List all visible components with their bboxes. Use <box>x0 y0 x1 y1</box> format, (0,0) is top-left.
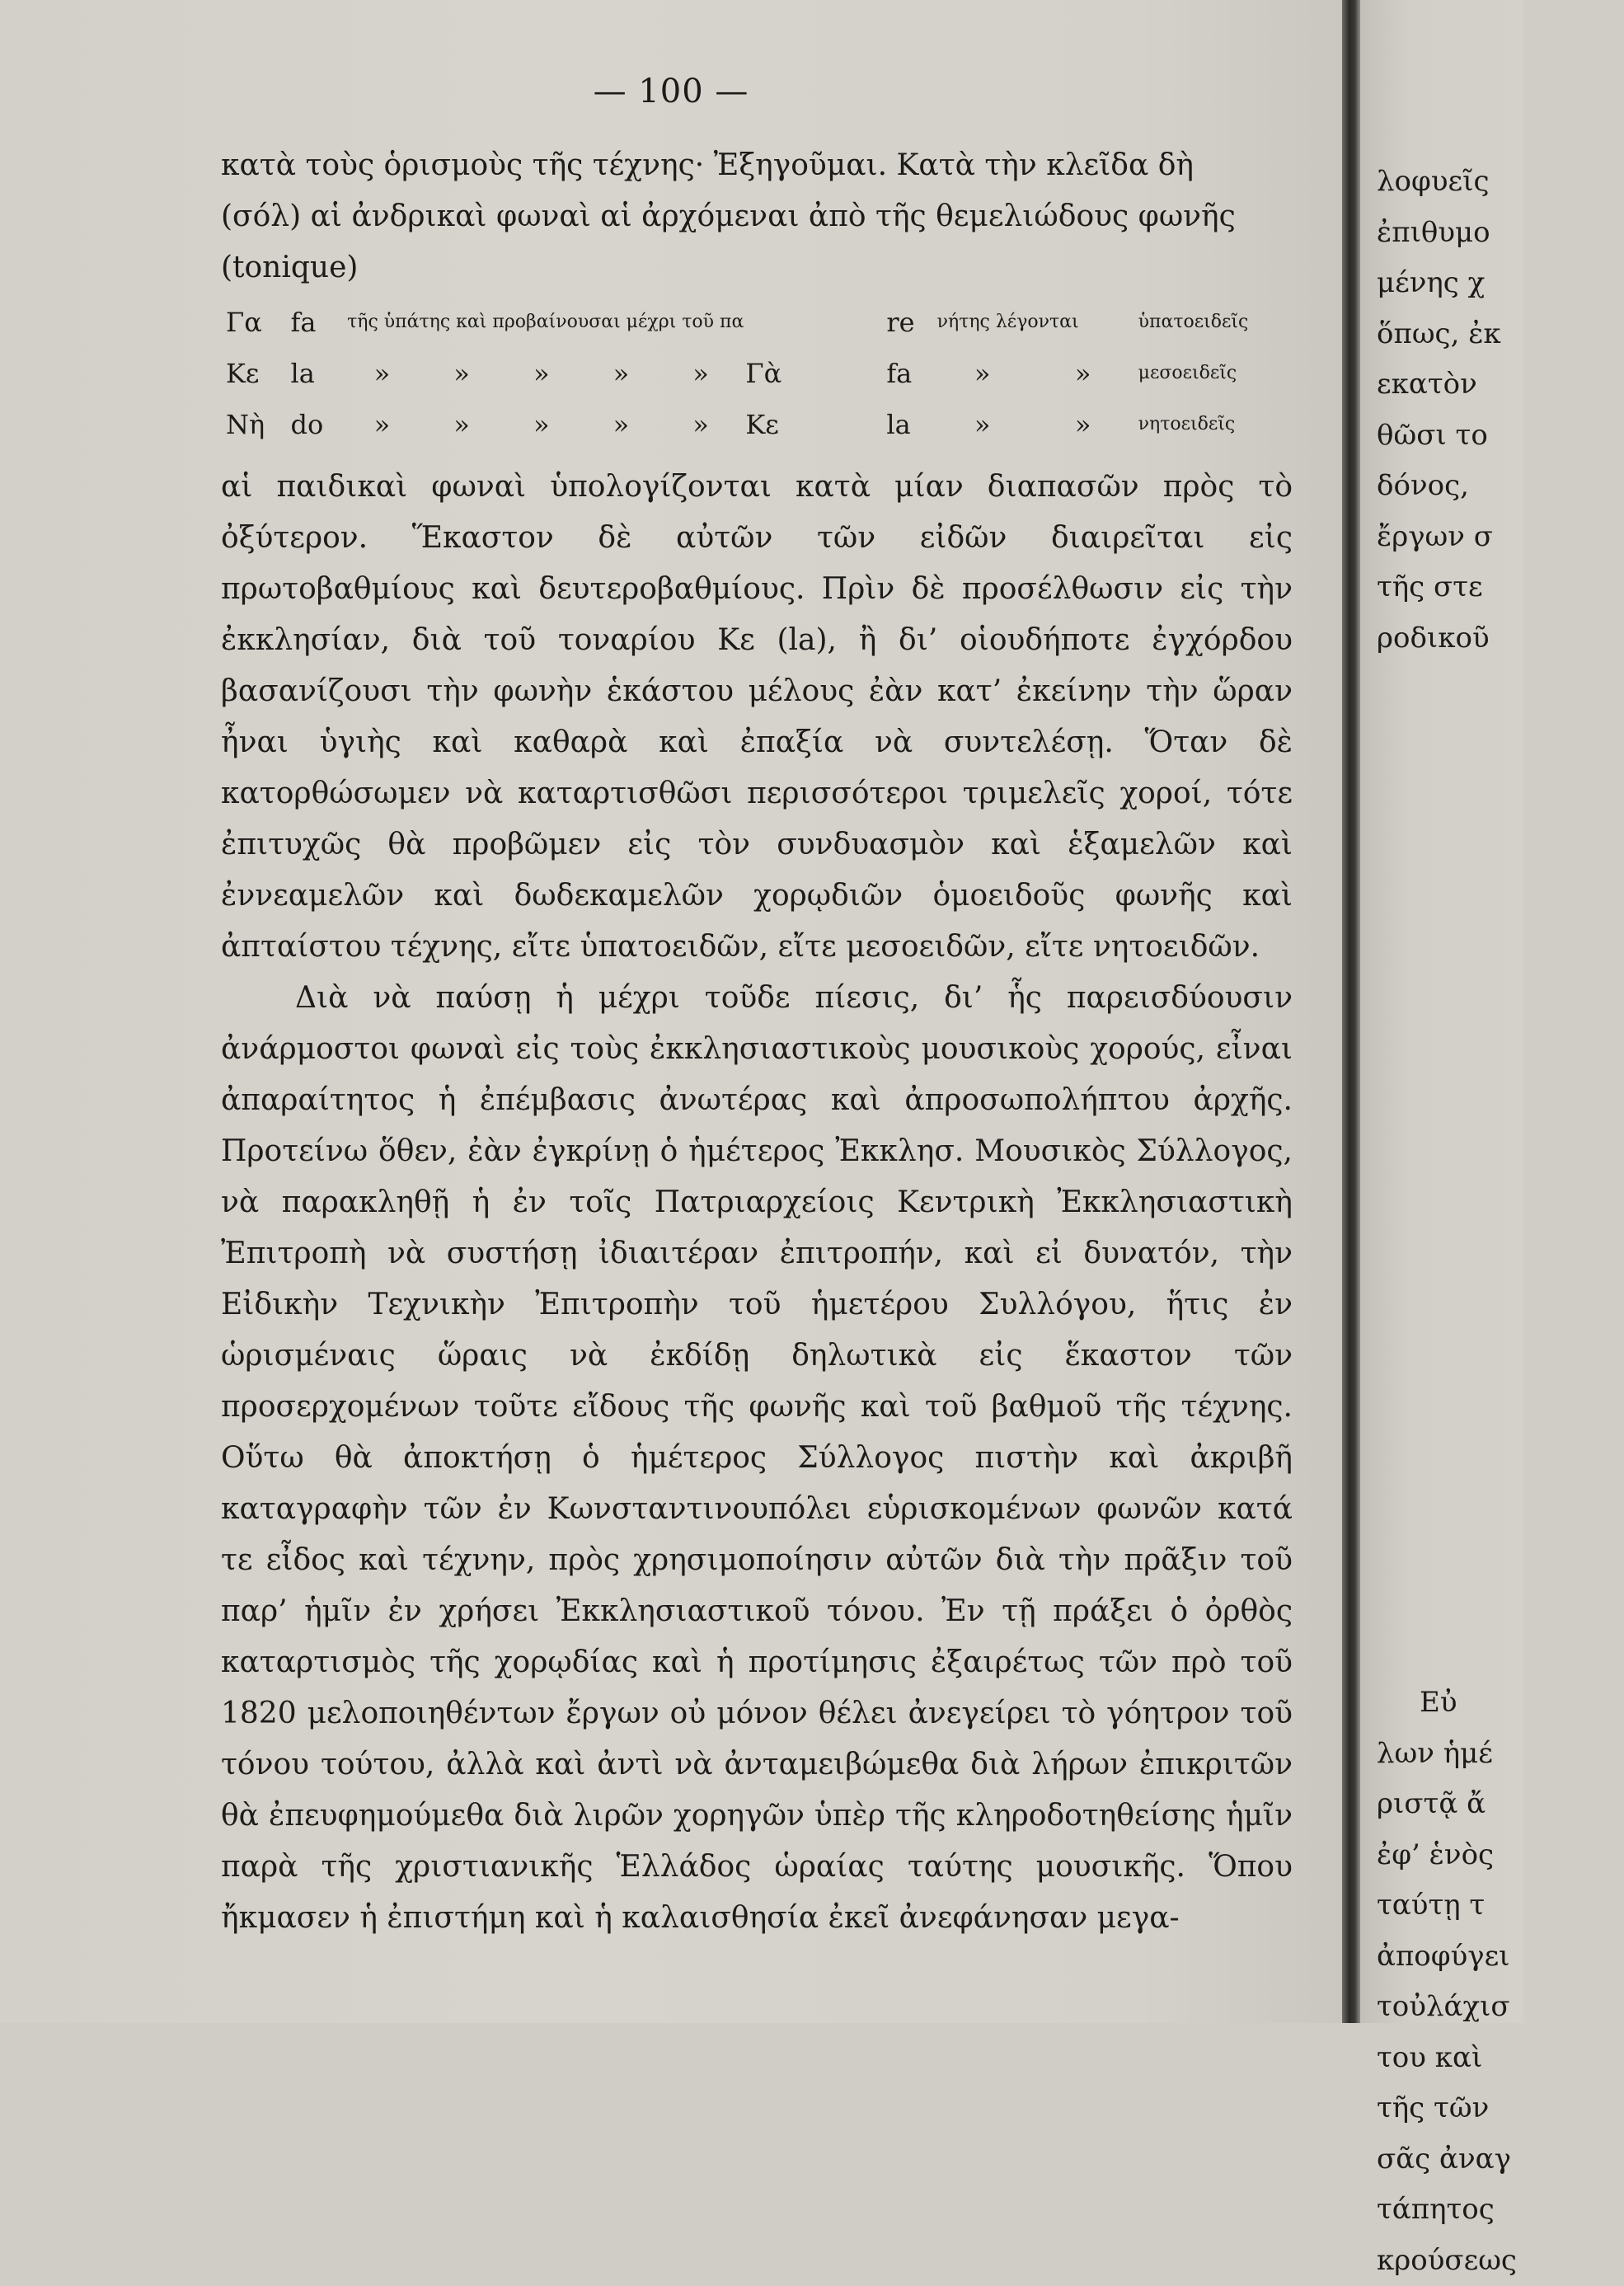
text-fragment: τοὐλάχισ <box>1377 1982 1624 2033</box>
text-fragment: ταύτῃ τ <box>1377 1880 1624 1932</box>
text-fragment: ἀποφύγει <box>1377 1932 1624 1983</box>
table-cell: la <box>881 399 932 450</box>
text-fragment: ἐφ’ ἑνὸς <box>1377 1830 1624 1881</box>
table-cell: ὑπατοειδεῖς <box>1134 297 1293 348</box>
table-cell: do <box>285 399 342 450</box>
table-cell: » <box>932 399 1033 450</box>
text-fragment: ριστᾷ ἄ <box>1377 1779 1624 1830</box>
text-fragment: τάπητος <box>1377 2185 1624 2236</box>
table-cell: » <box>422 348 502 399</box>
table-cell: » <box>1033 399 1134 450</box>
intro-line: (σόλ) αἱ ἀνδρικαὶ φωναὶ αἱ ἀρχόμεναι ἀπὸ τῆς θεμελιώδους φωνῆς <box>221 191 1293 242</box>
table-row <box>221 348 1293 399</box>
blank-space <box>1377 664 1624 1678</box>
text-fragment: σᾶς ἀναγ <box>1377 2134 1624 2185</box>
voice-classification-table <box>221 297 1293 450</box>
text-fragment: ἔργων σ <box>1377 512 1624 563</box>
table-cell: » <box>501 348 581 399</box>
table-cell: » <box>581 399 661 450</box>
table-cell: Κε <box>221 348 285 399</box>
text-fragment: δόνος, <box>1377 461 1624 512</box>
intro-line: (tonique) <box>221 242 1293 293</box>
table-cell: » <box>932 348 1033 399</box>
table-cell: » <box>422 399 502 450</box>
table-cell: μεσοειδεῖς <box>1134 348 1293 399</box>
table-row <box>221 297 1293 348</box>
book-gutter <box>1342 0 1360 2023</box>
table-cell: τῆς ὑπάτης καὶ προβαίνουσαι μέχρι τοῦ πα <box>342 297 881 348</box>
text-fragment: ἐπιθυμο <box>1377 208 1624 259</box>
table-cell: » <box>581 348 661 399</box>
table-cell: Γὰ <box>740 348 881 399</box>
text-fragment: Εὐ <box>1377 1678 1624 1729</box>
table-cell: fa <box>881 348 932 399</box>
table-cell: » <box>1033 348 1134 399</box>
paragraph: αἱ παιδικαὶ φωναὶ ὑπολογίζονται κατὰ μίαν διαπασῶν πρὸς τὸ ὀξύτερον. Ἕκαστον δὲ αὐτῶν τῶν εἰδῶν διαιρεῖται εἰς πρωτοβαθμίους καὶ δευτεροβαθμίους. Πρὶν δὲ προσέλθωσιν εἰς τὴν ἐκκλησίαν, διὰ τοῦ τοναρίου Κε (la), ἢ δι’ οἱουδήποτε ἐγχόρδου βασανίζουσι τὴν φωνὴν ἑκάστου μέλους ἐὰν κατ’ ἐκείνην τὴν ὥραν ἦναι ὑγιὴς καὶ καθαρὰ καὶ ἐπαξία νὰ συντελέσῃ. Ὅταν δὲ κατορθώσωμεν νὰ καταρτισθῶσι περισσότεροι τριμελεῖς χοροί, τότε ἐπιτυχῶς θὰ προβῶμεν εἰς τὸν συνδυασμὸν καὶ ἑξαμελῶν καὶ ἐννεαμελῶν καὶ δωδεκαμελῶν χορῳδιῶν ὁμοειδοῦς φωνῆς καὶ ἀπταίστου τέχνης, εἴτε ὑπατοειδῶν, εἴτε μεσοειδῶν, εἴτε νητοειδῶν. <box>221 462 1293 973</box>
table-cell: » <box>661 348 741 399</box>
table-cell: νήτης λέγονται <box>932 297 1134 348</box>
table-cell: » <box>501 399 581 450</box>
table-cell: Γα <box>221 297 285 348</box>
table-cell: fa <box>285 297 342 348</box>
text-fragment: λων ἡμέ <box>1377 1729 1624 1780</box>
text-fragment: κρούσεως <box>1377 2236 1624 2286</box>
text-fragment: θῶσι το <box>1377 411 1624 462</box>
text-fragment: ὅπως, ἐκ <box>1377 309 1624 360</box>
table-cell: » <box>342 399 422 450</box>
paragraph: Διὰ νὰ παύσῃ ἡ μέχρι τοῦδε πίεσις, δι’ ἧς παρεισδύουσιν ἀνάρμοστοι φωναὶ εἰς τοὺς ἐκκλησιαστικοὺς μουσικοὺς χορούς, εἶναι ἀπαραίτητος ἡ ἐπέμβασις ἀνωτέρας καὶ ἀπροσωπολήπτου ἀρχῆς. Προτείνω ὅθεν, ἐὰν ἐγκρίνῃ ὁ ἡμέτερος Ἐκκλησ. Μουσικὸς Σύλλογος, νὰ παρακληθῇ ἡ ἐν τοῖς Πατριαρχείοις Κεντρικὴ Ἐκκλησιαστικὴ Ἐπιτροπὴ νὰ συστήσῃ ἰδιαιτέραν ἐπιτροπήν, καὶ εἰ δυνατόν, τὴν Εἰδικὴν Τεχνικὴν Ἐπιτροπὴν τοῦ ἡμετέρου Συλλόγου, ἥτις ἐν ὡρισμέναις ὥραις νὰ ἐκδίδῃ δηλωτικὰ εἰς ἕκαστον τῶν προσερχομένων τοῦτε εἴδους τῆς φωνῆς καὶ τοῦ βαθμοῦ τῆς τέχνης. Οὕτω θὰ ἀποκτήσῃ ὁ ἡμέτερος Σύλλογος πιστὴν καὶ ἀκριβῆ καταγραφὴν τῶν ἐν Κωνσταντινουπόλει εὑρισκομένων φωνῶν κατά τε εἶδος καὶ τέχνην, πρὸς χρησιμοποίησιν αὐτῶν διὰ τὴν πρᾶξιν τοῦ παρ’ ἡμῖν ἐν χρήσει Ἐκκλησιαστικοῦ τόνου. Ἐν τῇ πράξει ὁ ὀρθὸς καταρτισμὸς τῆς χορῳδίας καὶ ἡ προτίμησις ἐξαιρέτως τῶν πρὸ τοῦ 1820 μελοποιηθέντων ἔργων οὐ μόνον θέλει ἀνεγείρει τὸ γόητρον τοῦ τόνου τούτου, ἀλλὰ καὶ ἀντὶ νὰ ἀνταμειβώμεθα διὰ λήρων ἐπικριτῶν θὰ ἐπευφημούμεθα διὰ λιρῶν χορηγῶν ὑπὲρ τῆς κληροδοτηθείσης ἡμῖν παρὰ τῆς χριστιανικῆς Ἑλλάδος ὡραίας ταύτης μουσικῆς. Ὅπου ἤκμασεν ἡ ἐπιστήμη καὶ ἡ καλαισθησία ἐκεῖ ἀνεφάνησαν μεγα- <box>221 973 1293 1944</box>
table-cell: Κε <box>740 399 881 450</box>
intro-line: κατὰ τοὺς ὁρισμοὺς τῆς τέχνης· Ἐξηγοῦμαι. Κατὰ τὴν κλεῖδα δὴ <box>221 140 1293 191</box>
text-fragment: τῆς τῶν <box>1377 2083 1624 2134</box>
page-number: — 100 — <box>0 73 1342 110</box>
table-cell: Νὴ <box>221 399 285 450</box>
table-cell: re <box>881 297 932 348</box>
text-fragment: λοφυεῖς <box>1377 157 1624 208</box>
table-cell: la <box>285 348 342 399</box>
text-fragment: του καὶ <box>1377 2033 1624 2084</box>
table-cell: » <box>661 399 741 450</box>
text-fragment: εκατὸν <box>1377 359 1624 411</box>
right-page <box>1360 0 1523 2023</box>
table-cell: νητοειδεῖς <box>1134 399 1293 450</box>
text-fragment: τῆς στε <box>1377 562 1624 613</box>
right-page-text <box>1377 157 1624 2286</box>
table-row <box>221 399 1293 450</box>
text-fragment: μένης χ <box>1377 258 1624 309</box>
table-cell: » <box>342 348 422 399</box>
text-fragment: ροδικοῦ <box>1377 613 1624 664</box>
main-text-block <box>221 140 1293 1944</box>
